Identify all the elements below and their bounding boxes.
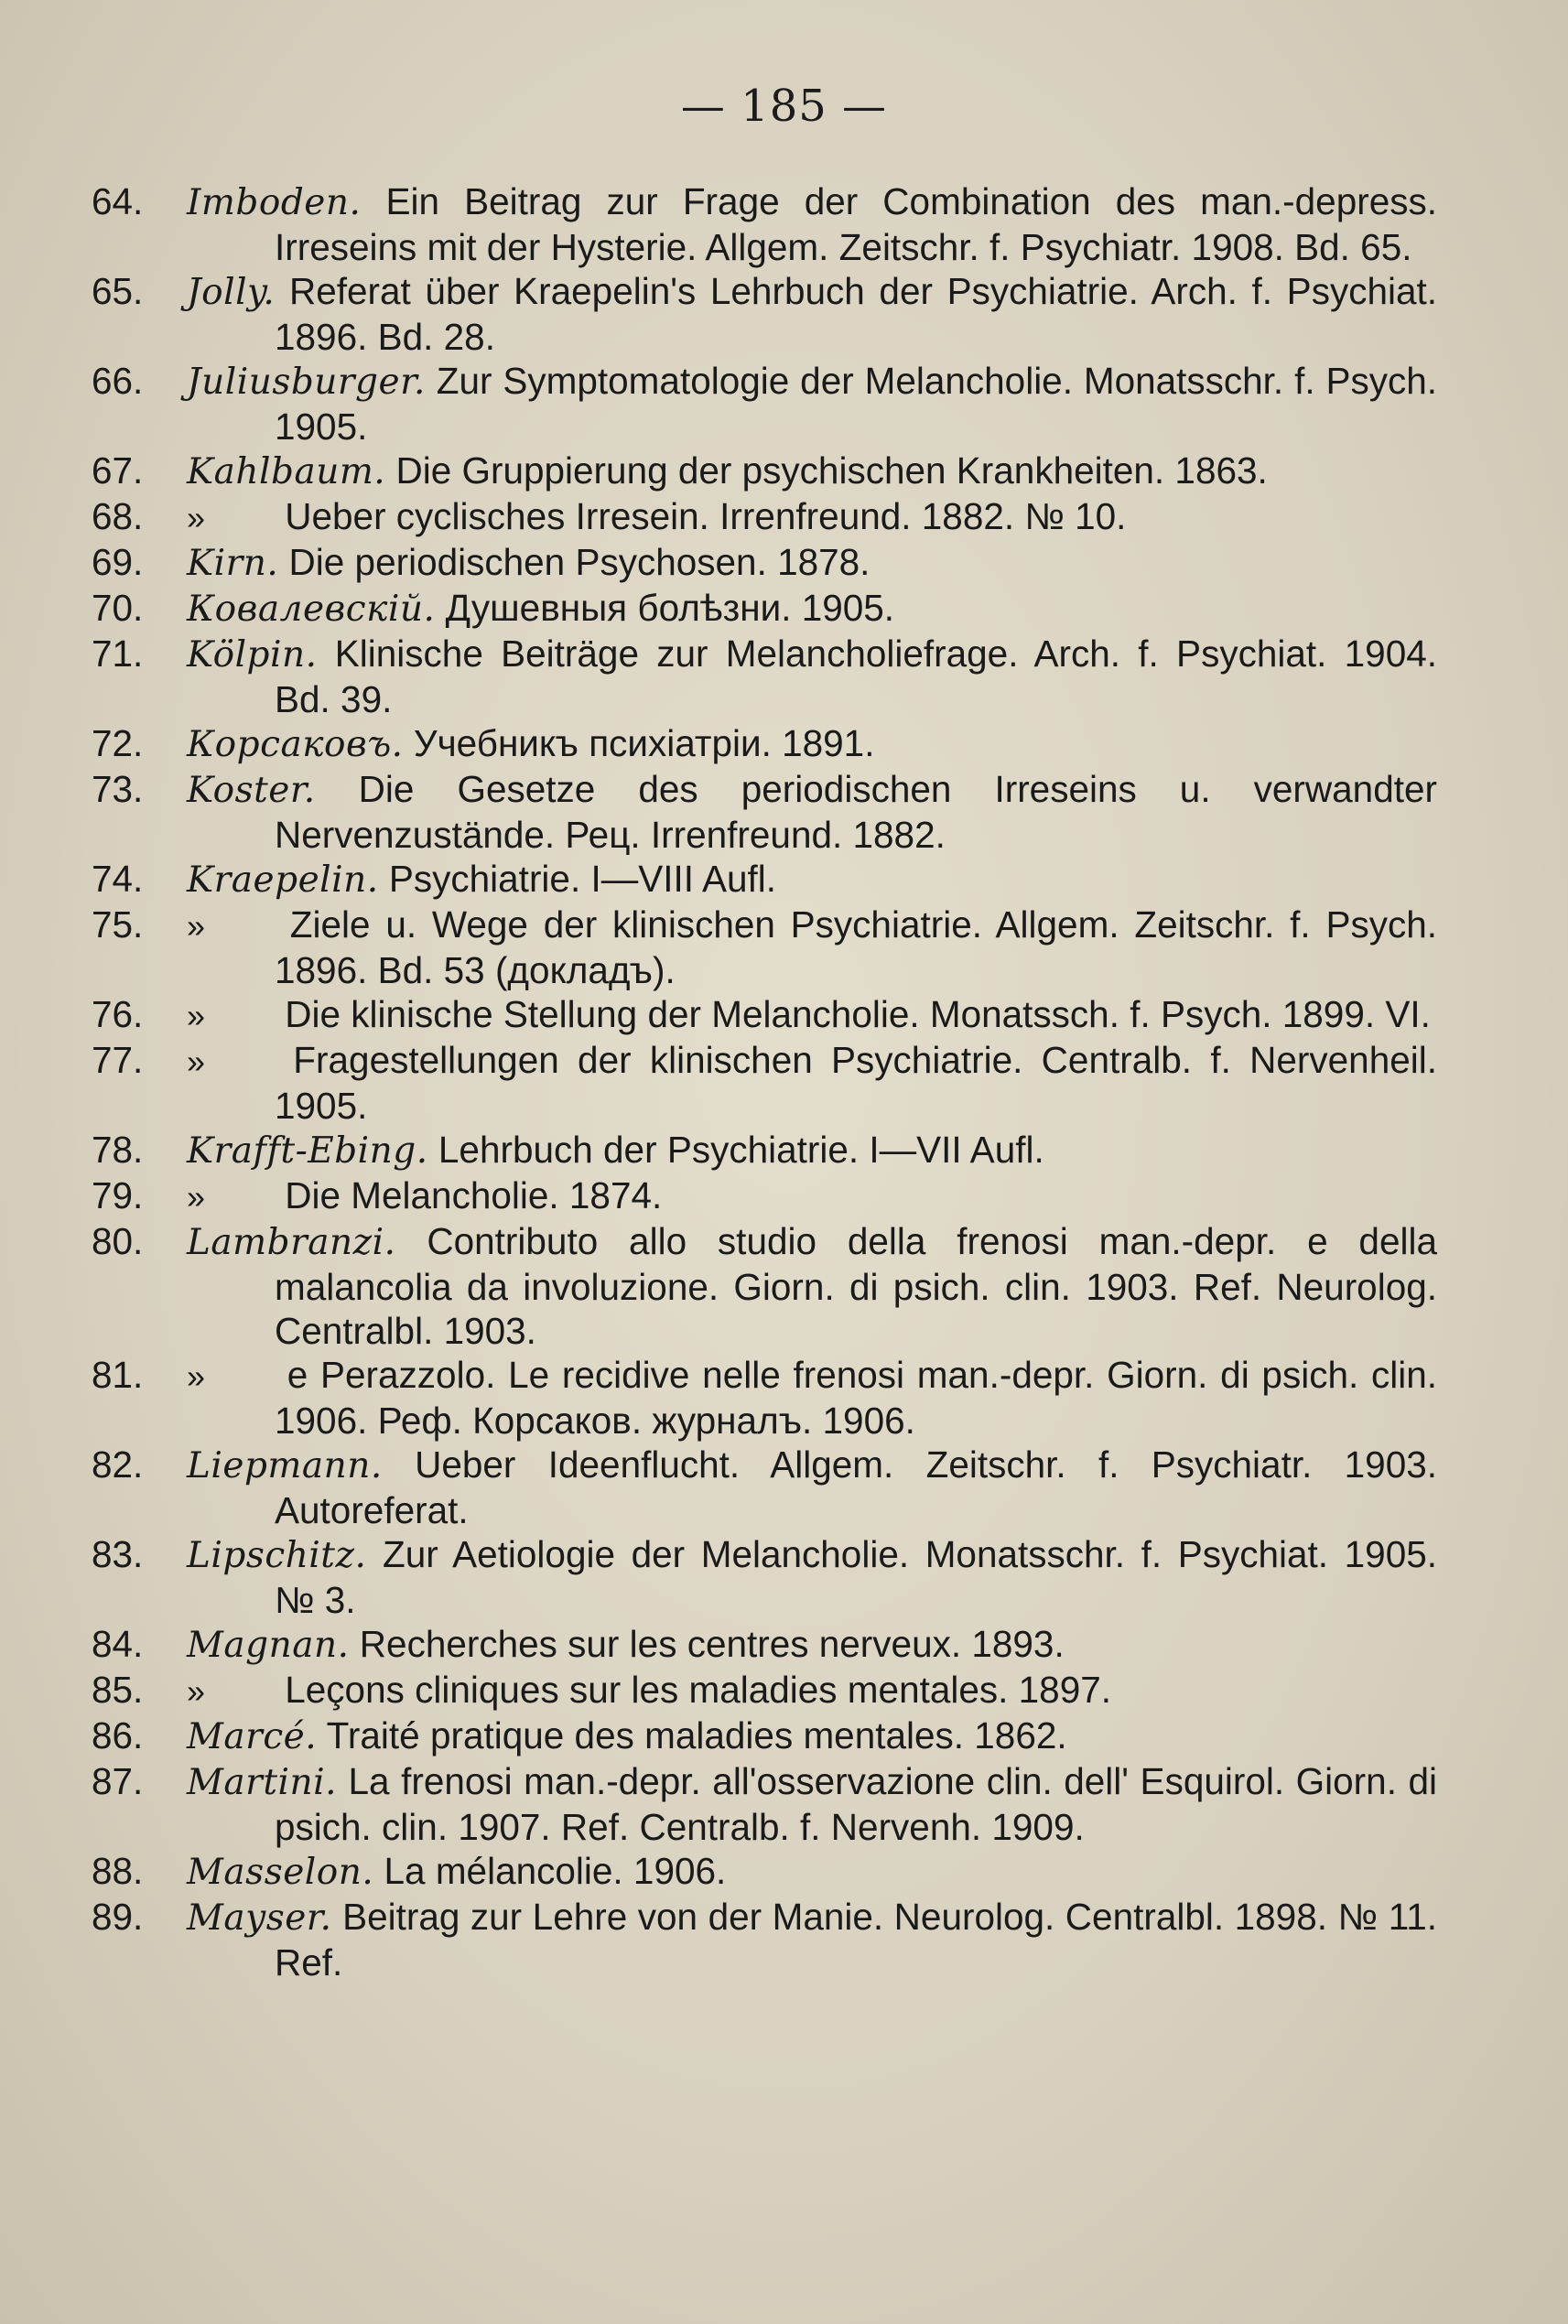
bibliography-entry bbox=[92, 992, 1437, 1038]
entry-author: Liepmann. bbox=[187, 1445, 383, 1486]
entry-author: Martini. bbox=[187, 1762, 337, 1803]
ditto-mark: » bbox=[187, 1357, 206, 1395]
entry-number: 66. bbox=[92, 360, 144, 402]
ditto-mark: » bbox=[187, 907, 206, 945]
bibliography-entry bbox=[92, 1038, 1437, 1128]
entry-body bbox=[187, 1219, 1437, 1353]
entry-author: Lambranzi. bbox=[187, 1222, 396, 1263]
entry-number: 83. bbox=[92, 1533, 144, 1575]
entry-author: Lipschitz. bbox=[187, 1535, 367, 1576]
entry-number: 79. bbox=[92, 1174, 144, 1216]
entry-author: Marcé. bbox=[187, 1716, 318, 1757]
entry-number: 74. bbox=[92, 858, 144, 900]
bibliography-entry bbox=[92, 1443, 1437, 1532]
entry-author: Juliusburger. bbox=[187, 362, 426, 403]
entry-number: 68. bbox=[92, 495, 144, 537]
bibliography-entry bbox=[92, 494, 1437, 540]
entry-body bbox=[187, 586, 1437, 632]
entry-text: Psychiatrie. I—VIII Aufl. bbox=[378, 858, 777, 900]
entry-number: 86. bbox=[92, 1714, 144, 1757]
entry-body bbox=[187, 767, 1437, 857]
entry-text: Contributo allo studio della frenosi man.-depr. e della malancolia da involuzione. Giorn. di psich. clin. 1903. Ref. Neurolog. Centralbl. 1903. bbox=[275, 1220, 1437, 1352]
entry-number: 71. bbox=[92, 632, 144, 675]
entry-author: Kölpin. bbox=[187, 634, 318, 676]
entry-body bbox=[187, 1895, 1437, 1984]
bibliography-entry bbox=[92, 1759, 1437, 1849]
entry-text: Zur Aetiologie der Melancholie. Monatsschr. f. Psychiat. 1905. № 3. bbox=[275, 1533, 1437, 1621]
entry-author: Koster. bbox=[187, 770, 316, 811]
bibliography-entry bbox=[92, 1173, 1437, 1219]
bibliography-entry bbox=[92, 269, 1437, 359]
entry-body bbox=[187, 540, 1437, 586]
ditto-mark: » bbox=[187, 1043, 206, 1080]
ditto-mark: » bbox=[187, 499, 206, 536]
entry-text: Ein Beitrag zur Frage der Combination des man.-depress. Irreseins mit der Hysterie. Allgem. Zeitschr. f. Psychiatr. 1908. Bd. 65. bbox=[275, 180, 1437, 268]
entry-body bbox=[187, 1038, 1437, 1128]
entry-text: Traité pratique des maladies mentales. 1862. bbox=[317, 1714, 1067, 1757]
entry-body bbox=[187, 359, 1437, 449]
entry-body bbox=[187, 1532, 1437, 1622]
bibliography-entry bbox=[92, 721, 1437, 767]
entry-text: Klinische Beiträge zur Melancholiefrage. Arch. f. Psychiat. 1904. Bd. 39. bbox=[275, 632, 1437, 720]
entry-body bbox=[187, 721, 1437, 767]
entry-body bbox=[187, 1668, 1437, 1713]
entry-number: 70. bbox=[92, 587, 144, 629]
bibliography-entry bbox=[92, 1895, 1437, 1984]
entry-number: 89. bbox=[92, 1896, 144, 1938]
entry-text: Beitrag zur Lehre von der Manie. Neurolog. Centralbl. 1898. № 11. Ref. bbox=[275, 1896, 1437, 1984]
entry-author: Imboden. bbox=[187, 182, 362, 223]
entry-author: Masselon. bbox=[187, 1852, 374, 1893]
entry-number: 78. bbox=[92, 1129, 144, 1171]
entry-body bbox=[187, 179, 1437, 269]
entry-number: 75. bbox=[92, 903, 144, 946]
bibliography-entry bbox=[92, 1353, 1437, 1443]
entry-text: Referat über Kraepelin's Lehrbuch der Psychiatrie. Arch. f. Psychiat. 1896. Bd. 28. bbox=[275, 270, 1437, 358]
bibliography-entry bbox=[92, 586, 1437, 632]
entry-number: 67. bbox=[92, 449, 144, 492]
entry-number: 77. bbox=[92, 1039, 144, 1081]
entry-text: La mélancolie. 1906. bbox=[373, 1850, 727, 1892]
entry-number: 69. bbox=[92, 541, 144, 583]
entry-text: Душевныя болѣзни. 1905. bbox=[435, 587, 895, 629]
entry-author: Kirn. bbox=[187, 543, 279, 584]
entry-author: Ковалевскій. bbox=[187, 589, 436, 630]
bibliography-entry bbox=[92, 359, 1437, 449]
entry-body bbox=[187, 903, 1437, 992]
entry-number: 73. bbox=[92, 768, 144, 810]
entry-number: 88. bbox=[92, 1850, 144, 1892]
entry-text: La frenosi man.-depr. all'osservazione clin. dell' Esquirol. Giorn. di psich. clin. 1907. Ref. Centralb. f. Nervenh. 1909. bbox=[275, 1760, 1437, 1848]
entry-body bbox=[187, 1173, 1437, 1219]
ditto-mark: » bbox=[187, 1178, 206, 1216]
entry-body bbox=[187, 449, 1437, 494]
entry-text: Zur Symptomatologie der Melancholie. Monatsschr. f. Psych. 1905. bbox=[275, 360, 1437, 448]
entry-text: Recherches sur les centres nerveux. 1893. bbox=[349, 1623, 1065, 1665]
bibliography-entry bbox=[92, 1532, 1437, 1622]
entry-text: Ueber Ideenflucht. Allgem. Zeitschr. f. Psychiatr. 1903. Autoreferat. bbox=[275, 1443, 1437, 1531]
entry-text: Die klinische Stellung der Melancholie. Monatssch. f. Psych. 1899. VI. bbox=[275, 993, 1431, 1035]
entry-text: Lehrbuch der Psychiatrie. I—VII Aufl. bbox=[427, 1129, 1044, 1171]
entry-text: Fragestellungen der klinischen Psychiatrie. Centralb. f. Nervenheil. 1905. bbox=[275, 1039, 1437, 1127]
bibliography-entry bbox=[92, 540, 1437, 586]
entry-text: Die Gesetze des periodischen Irreseins u. verwandter Nervenzustände. Рец. Irrenfreund. 1882. bbox=[275, 768, 1437, 856]
page-number: — 185 — bbox=[680, 81, 888, 132]
entry-author: Kraepelin. bbox=[187, 859, 379, 901]
entry-author: Mayser. bbox=[187, 1897, 332, 1939]
entry-body bbox=[187, 857, 1437, 903]
bibliography-entry bbox=[92, 1713, 1437, 1759]
entry-body bbox=[187, 1759, 1437, 1849]
ditto-mark: » bbox=[187, 1672, 206, 1710]
entry-number: 81. bbox=[92, 1354, 144, 1396]
entry-body bbox=[187, 1353, 1437, 1443]
entry-body bbox=[187, 269, 1437, 359]
entry-number: 87. bbox=[92, 1760, 144, 1802]
entry-number: 64. bbox=[92, 180, 144, 222]
bibliography-entry bbox=[92, 767, 1437, 857]
bibliography-entry bbox=[92, 1219, 1437, 1353]
bibliography-entry bbox=[92, 1622, 1437, 1668]
entry-author: Jolly. bbox=[187, 272, 276, 313]
entry-text: Ueber cyclisches Irresein. Irrenfreund. 1882. № 10. bbox=[275, 495, 1127, 537]
ditto-mark: » bbox=[187, 997, 206, 1034]
entry-number: 80. bbox=[92, 1220, 144, 1262]
bibliography-list bbox=[92, 179, 1437, 1984]
entry-number: 82. bbox=[92, 1443, 144, 1486]
bibliography-entry bbox=[92, 1849, 1437, 1895]
entry-body bbox=[187, 1622, 1437, 1668]
bibliography-entry bbox=[92, 449, 1437, 494]
bibliography-entry bbox=[92, 1128, 1437, 1173]
entry-text: Учебникъ психіатріи. 1891. bbox=[403, 722, 875, 764]
entry-author: Корсаковъ. bbox=[187, 724, 404, 765]
entry-body bbox=[187, 1713, 1437, 1759]
entry-number: 65. bbox=[92, 270, 144, 312]
entry-text: e Perazzolo. Le recidive nelle frenosi man.-depr. Giorn. di psich. clin. 1906. Реф. Корсаков. журналъ. 1906. bbox=[275, 1354, 1437, 1442]
entry-text: Die Melancholie. 1874. bbox=[275, 1174, 663, 1216]
entry-number: 84. bbox=[92, 1623, 144, 1665]
entry-body bbox=[187, 1128, 1437, 1173]
bibliography-entry bbox=[92, 1668, 1437, 1713]
entry-body bbox=[187, 1849, 1437, 1895]
entry-text: Leçons cliniques sur les maladies mentales. 1897. bbox=[275, 1669, 1111, 1711]
entry-author: Kahlbaum. bbox=[187, 451, 386, 492]
entry-text: Die Gruppierung der psychischen Krankheiten. 1863. bbox=[385, 449, 1268, 492]
bibliography-entry bbox=[92, 857, 1437, 903]
bibliography-entry bbox=[92, 179, 1437, 269]
entry-number: 76. bbox=[92, 993, 144, 1035]
bibliography-entry bbox=[92, 632, 1437, 721]
entry-number: 85. bbox=[92, 1669, 144, 1711]
entry-author: Magnan. bbox=[187, 1625, 350, 1666]
entry-body bbox=[187, 632, 1437, 721]
bibliography-entry bbox=[92, 903, 1437, 992]
entry-author: Krafft-Ebing. bbox=[187, 1130, 428, 1172]
entry-text: Die periodischen Psychosen. 1878. bbox=[278, 541, 871, 583]
entry-body bbox=[187, 494, 1437, 540]
entry-body bbox=[187, 992, 1437, 1038]
entry-body bbox=[187, 1443, 1437, 1532]
entry-text: Ziele u. Wege der klinischen Psychiatrie. Allgem. Zeitschr. f. Psych. 1896. Bd. 53 (докладъ). bbox=[275, 903, 1437, 991]
entry-number: 72. bbox=[92, 722, 144, 764]
